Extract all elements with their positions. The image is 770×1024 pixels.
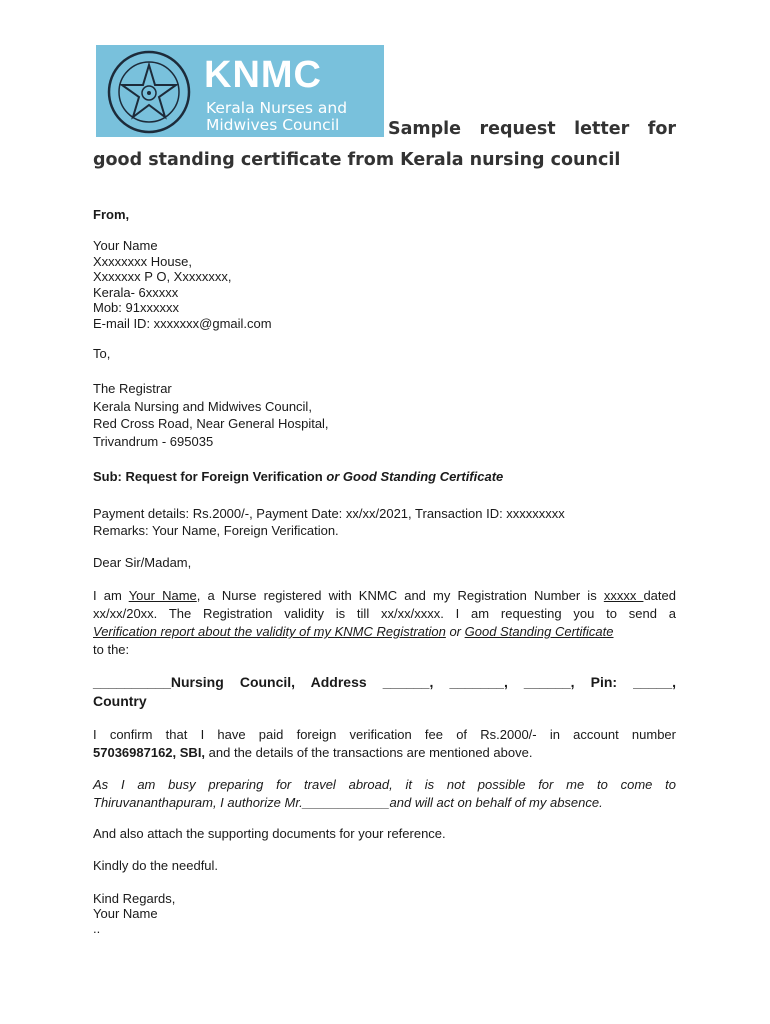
subject-line — [93, 469, 676, 485]
closing-dots: .. — [93, 921, 101, 936]
sender-line: Kerala- 6xxxxx — [93, 284, 179, 300]
good-standing-text: Good Standing Certificate — [464, 624, 614, 639]
underlined-reg-number: xxxxx — [603, 588, 644, 603]
from-label: From, — [93, 207, 130, 222]
sender-email: E-mail ID: xxxxxxx@gmail.com — [93, 315, 272, 331]
paragraph-line — [93, 623, 676, 641]
paragraph-authorization — [93, 776, 676, 812]
council-seal-icon — [102, 49, 196, 135]
paragraph-payment-confirm — [93, 726, 676, 762]
knmc-logo — [96, 45, 384, 137]
paragraph-line: As I am busy preparing for travel abroad, it is not possible for me to come to — [93, 777, 676, 792]
sender-address — [93, 238, 676, 331]
recipient-line: Trivandrum - 695035 — [93, 433, 214, 449]
paragraph-line: xx/xx/20xx. The Registration validity is till xx/xx/xxxx. I am requesting you to send a — [93, 606, 676, 621]
text-run: I am — [93, 588, 129, 603]
to-label: To, — [93, 346, 111, 361]
closing-name: Your Name — [93, 906, 158, 921]
subject-italic: or Good Standing Certificate — [326, 469, 504, 484]
logo-subtitle-line2: Midwives Council — [206, 116, 340, 134]
attach-note: And also attach the supporting documents for your reference. — [93, 826, 446, 841]
council-address-block — [93, 673, 676, 711]
subject-prefix: Sub: Request for Foreign Verification — [93, 469, 327, 484]
account-number: 57036987162, SBI, — [93, 745, 206, 760]
needful-note: Kindly do the needful. — [93, 858, 219, 873]
paragraph-line: to the: — [93, 642, 130, 657]
title-line2: good standing certificate from Kerala nursing council — [93, 150, 621, 170]
council-country: Country — [93, 693, 147, 709]
sender-line: Xxxxxxxx House, — [93, 253, 192, 269]
council-line: __________Nursing Council, Address ______, _______, ______, Pin: _____, — [93, 674, 676, 690]
title-line1: Sample request letter for — [388, 119, 676, 139]
logo-brand: KNMC — [204, 54, 322, 96]
verification-report-text: Verification report about the validity of my KNMC Registration — [93, 624, 446, 639]
logo-subtitle-line1: Kerala Nurses and — [206, 99, 348, 117]
sender-line: Xxxxxxx P O, Xxxxxxxx, — [93, 269, 232, 284]
recipient-address — [93, 380, 676, 450]
text-run: or — [445, 624, 465, 639]
underlined-name: Your Name — [128, 588, 197, 603]
closing-line: Kind Regards, — [93, 891, 176, 906]
paragraph-request — [93, 587, 676, 659]
text-run: and the details of the transactions are mentioned above. — [205, 745, 533, 760]
recipient-line: Red Cross Road, Near General Hospital, — [93, 416, 329, 431]
paragraph-line — [93, 587, 676, 605]
payment-line: Payment details: Rs.2000/-, Payment Date: xx/xx/2021, Transaction ID: xxxxxxxxx — [93, 506, 565, 521]
payment-details — [93, 505, 676, 539]
sender-line: Mob: 91xxxxxx — [93, 300, 179, 315]
text-run: dated — [643, 588, 676, 603]
recipient-line: The Registrar — [93, 381, 172, 396]
salutation: Dear Sir/Madam, — [93, 555, 192, 570]
sender-line: Your Name — [93, 238, 158, 253]
closing-block — [93, 891, 676, 936]
paragraph-line: Thiruvananthapuram, I authorize Mr.____________and will act on behalf of my absence. — [93, 795, 603, 810]
paragraph-line: I confirm that I have paid foreign verification fee of Rs.2000/- in account number — [93, 727, 676, 742]
remarks-line: Remarks: Your Name, Foreign Verification. — [93, 523, 339, 538]
paragraph-line — [93, 744, 676, 762]
recipient-line: Kerala Nursing and Midwives Council, — [93, 398, 312, 414]
text-run: , a Nurse registered with KNMC and my Registration Number is — [196, 588, 604, 603]
